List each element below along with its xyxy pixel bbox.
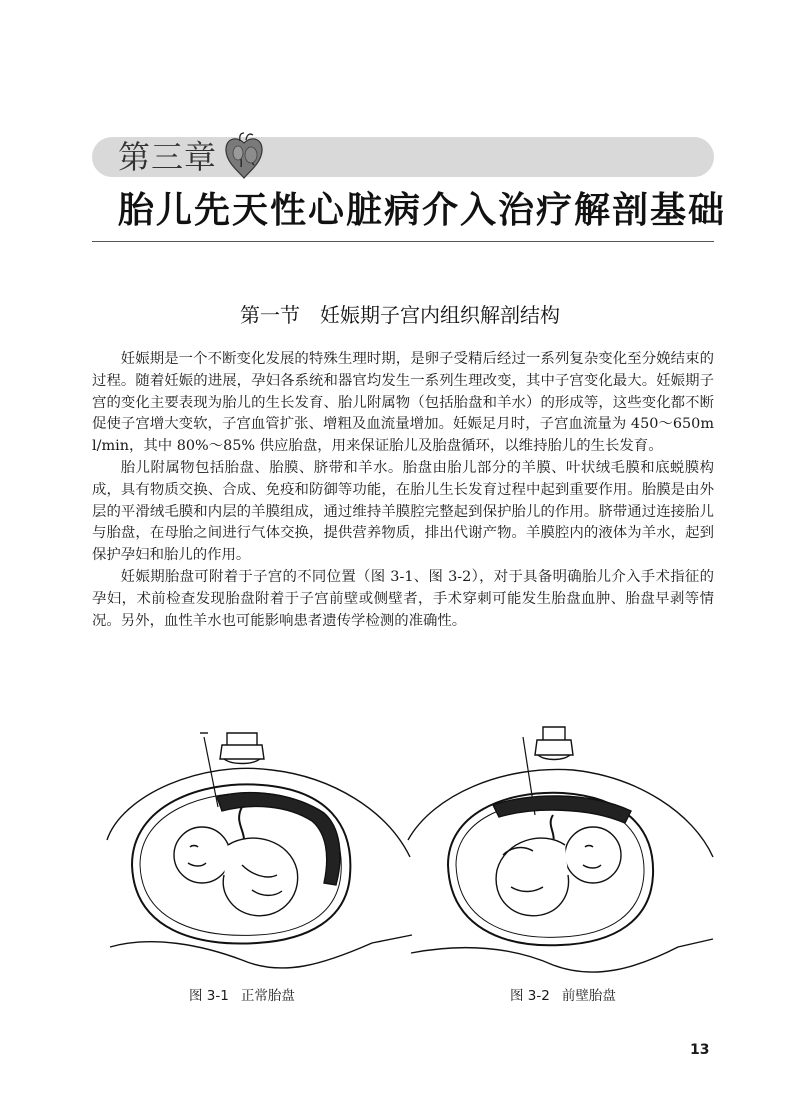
- paragraph: 妊娠期是一个不断变化发展的特殊生理时期，是卵子受精后经过一系列复杂变化至分娩结束的过程。随着妊娠的进展，孕妇各系统和器官均发生一系列生理改变，其中子宫变化最大。妊娠期子宫的变化主要表现为胎儿的生长发育、胎儿附属物（包括胎盘和羊水）的形成等，这些变化都不断促使子宫增大变软，子宫血管扩张、增粗及血流量增加。妊娠足月时，子宫血流量为 450～650ml/min，其中 80%～85% 供应胎盘，用来保证胎儿及胎盘循环，以维持胎儿的生长发育。: [92, 351, 714, 455]
- figure-normal-placenta: [92, 715, 417, 985]
- title-divider: [92, 241, 714, 242]
- page-number: 13: [690, 1042, 710, 1058]
- body-text: [92, 349, 714, 632]
- chapter-title: 胎儿先天性心脏病介入治疗解剖基础: [118, 190, 727, 231]
- figure-caption: [510, 987, 616, 1005]
- paragraph: 妊娠期胎盘可附着于子宫的不同位置（图 3-1、图 3-2），对于具备明确胎儿介入手术指征的孕妇，术前检查发现胎盘附着于子宫前壁或侧壁者，手术穿刺可能发生胎盘血肿、胎盘早剥等情况。另外，血性羊水也可能影响患者遗传学检测的准确性。: [92, 568, 714, 629]
- figure-caption-text: 正常胎盘: [240, 988, 295, 1004]
- figure-caption-text: 前壁胎盘: [561, 988, 616, 1004]
- figure-anterior-placenta: [393, 715, 718, 985]
- heart-icon: [222, 131, 266, 181]
- figure-caption: [189, 987, 295, 1005]
- figure-number: 图 3-2: [510, 988, 550, 1004]
- paragraph: 胎儿附属物包括胎盘、胎膜、脐带和羊水。胎盘由胎儿部分的羊膜、叶状绒毛膜和底蜕膜构成，具有物质交换、合成、免疫和防御等功能，在胎儿生长发育过程中起到重要作用。胎膜是由外层的平滑绒毛膜和内层的羊膜组成，通过维持羊膜腔完整起到保护胎儿的作用。脐带通过连接胎儿与胎盘，在母胎之间进行气体交换，提供营养物质，排出代谢产物。羊膜腔内的液体为羊水，起到保护孕妇和胎儿的作用。: [92, 459, 714, 564]
- figure-number: 图 3-1: [189, 988, 229, 1004]
- chapter-label: 第三章: [118, 138, 218, 176]
- section-title: 第一节 妊娠期子宫内组织解剖结构: [240, 303, 560, 327]
